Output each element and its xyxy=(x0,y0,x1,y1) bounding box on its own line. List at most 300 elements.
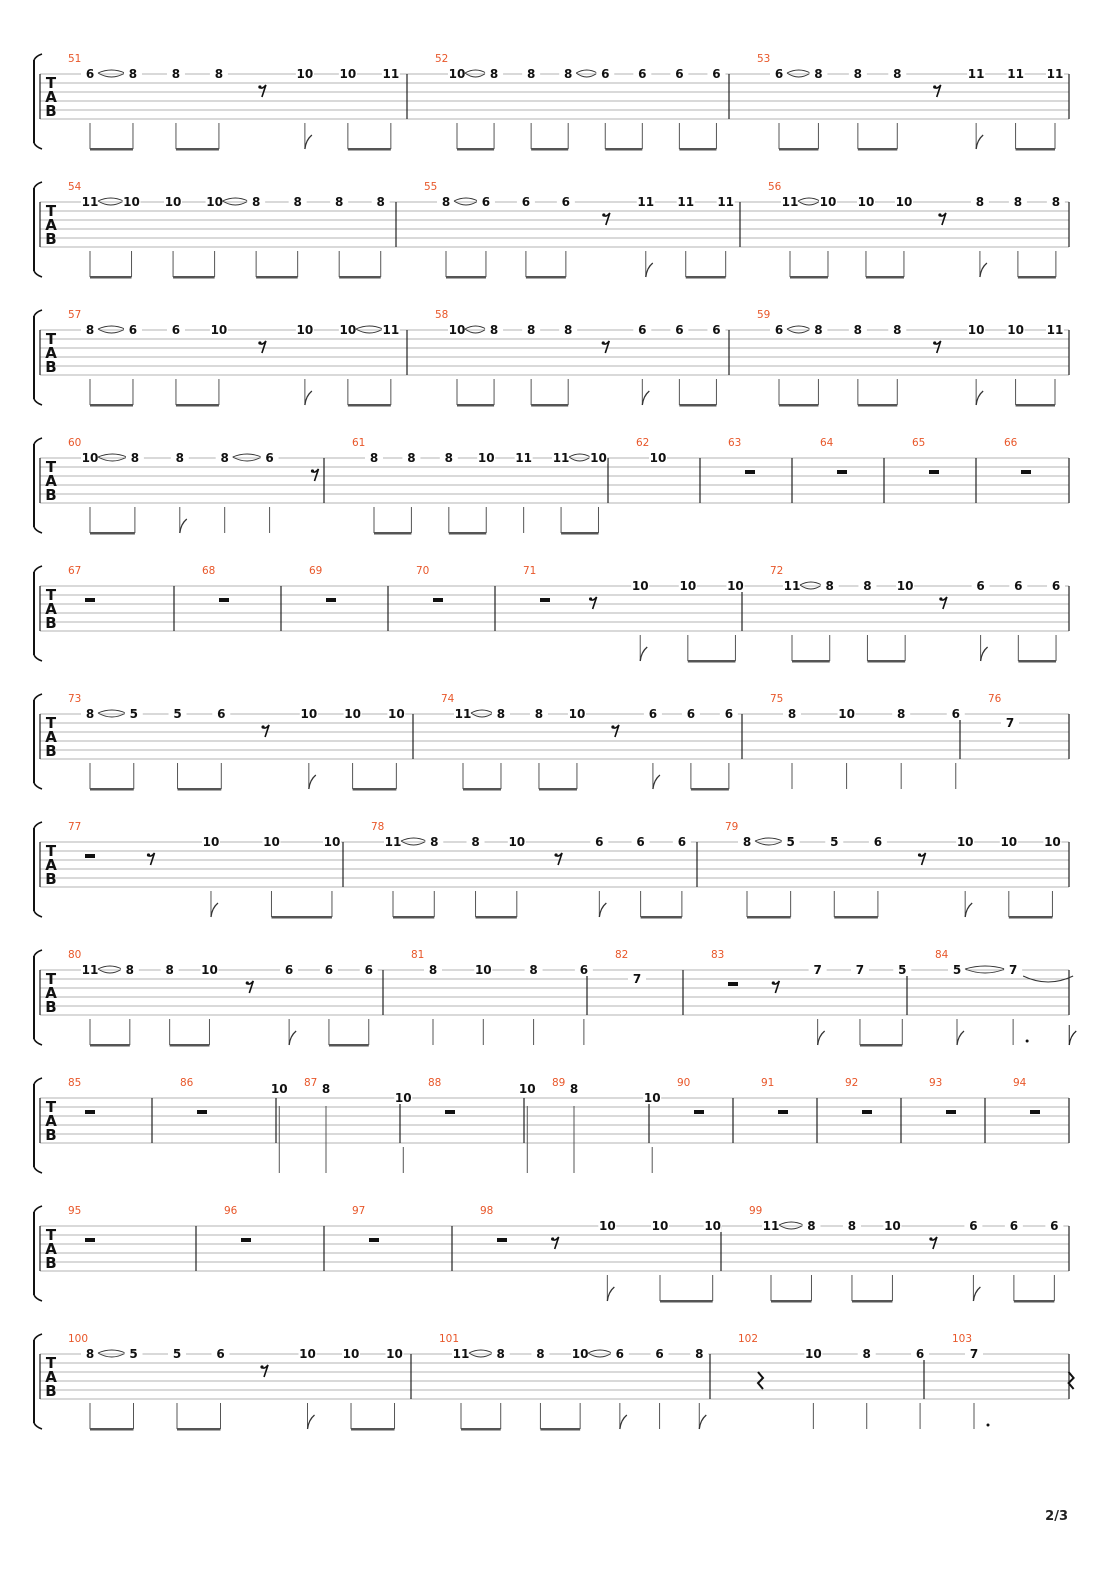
beam xyxy=(1014,1300,1054,1303)
eighth-rest-dot xyxy=(602,341,605,344)
eighth-rest-dot xyxy=(933,85,936,88)
fret-number: 8 xyxy=(536,1347,545,1361)
fret-number: 8 xyxy=(847,1219,857,1233)
beam xyxy=(90,788,134,791)
fret-number: 8 xyxy=(85,1347,95,1361)
tab-clef-letter: B xyxy=(45,1126,57,1144)
whole-rest xyxy=(433,598,443,602)
fret-number: 10 xyxy=(727,579,744,593)
fret-number: 11 xyxy=(515,451,533,465)
fret-number: 7 xyxy=(813,963,822,977)
eighth-rest-dot xyxy=(311,469,314,472)
measure-number: 66 xyxy=(1004,437,1018,449)
tab-clef-letter: B xyxy=(45,486,57,504)
measure-number: 59 xyxy=(757,309,771,321)
fret-number: 11 xyxy=(81,195,99,209)
measure xyxy=(309,565,336,602)
measure xyxy=(68,1333,404,1431)
slide-arc-upper xyxy=(98,1350,126,1353)
note-flag xyxy=(976,135,983,149)
fret-number: 10 xyxy=(296,323,314,337)
half-rest xyxy=(197,1110,207,1114)
note-flag xyxy=(305,135,312,149)
measure xyxy=(68,181,390,279)
staff-system xyxy=(34,1205,1069,1303)
fret-number: 11 xyxy=(717,195,735,209)
measure-number: 100 xyxy=(68,1333,89,1345)
fret-number: 8 xyxy=(489,67,499,81)
fret-number: 5 xyxy=(830,835,839,849)
beam xyxy=(792,660,830,663)
fret-number: 8 xyxy=(130,451,140,465)
measure xyxy=(352,437,607,535)
slide-arc-upper xyxy=(787,326,810,329)
measure-number: 76 xyxy=(988,693,1002,705)
measure-number: 70 xyxy=(416,565,430,577)
measure xyxy=(770,565,1065,663)
fret-number: 8 xyxy=(428,963,438,977)
note-flag xyxy=(642,391,649,405)
half-rest xyxy=(85,854,95,858)
fret-number: 6 xyxy=(655,1347,664,1361)
beam xyxy=(605,148,642,151)
eighth-rest-dot xyxy=(261,725,264,728)
tab-clef-letter: T xyxy=(45,586,57,604)
beam xyxy=(679,404,716,407)
beam xyxy=(526,276,566,279)
fret-number: 8 xyxy=(526,323,536,337)
fret-number: 10 xyxy=(202,835,220,849)
fret-number: 8 xyxy=(251,195,261,209)
tab-clef-letter: B xyxy=(45,102,57,120)
beam xyxy=(641,916,682,919)
fret-number: 8 xyxy=(564,323,573,337)
measure xyxy=(929,1077,956,1114)
measure-number: 60 xyxy=(68,437,82,449)
fret-number: 6 xyxy=(636,835,645,849)
beam xyxy=(173,276,215,279)
fret-number: 7 xyxy=(855,963,865,977)
fret-number: 8 xyxy=(471,835,480,849)
fret-number: 10 xyxy=(201,963,218,977)
note-flag xyxy=(646,263,653,277)
fret-number: 6 xyxy=(648,707,658,721)
slide-arc-upper xyxy=(588,1350,612,1353)
beam xyxy=(834,916,878,919)
whole-rest xyxy=(85,1110,95,1114)
fret-number: 7 xyxy=(969,1347,979,1361)
beam xyxy=(177,1428,221,1431)
tab-clef-letter: T xyxy=(45,714,57,732)
fret-number: 6 xyxy=(481,195,491,209)
eighth-rest-dot xyxy=(246,981,249,984)
fret-number: 8 xyxy=(128,67,138,81)
measure-number: 94 xyxy=(1013,1077,1027,1089)
beam xyxy=(660,1300,713,1303)
measure xyxy=(988,693,1019,730)
whole-rest xyxy=(369,1238,379,1242)
measure-number: 56 xyxy=(768,181,782,193)
fret-number: 10 xyxy=(896,579,914,593)
measure-number: 101 xyxy=(439,1333,460,1345)
staff-system xyxy=(34,53,1069,151)
note-flag xyxy=(965,903,972,917)
fret-number: 10 xyxy=(323,835,341,849)
bracket-bottom-curl xyxy=(34,1295,42,1301)
fret-number: 6 xyxy=(686,707,696,721)
whole-rest xyxy=(862,1110,872,1114)
fret-number: 11 xyxy=(637,195,655,209)
fret-number: 10 xyxy=(571,1347,589,1361)
bracket-top-curl xyxy=(34,950,42,956)
measure xyxy=(435,53,725,151)
fret-number: 10 xyxy=(81,451,99,465)
bracket-top-curl xyxy=(34,1334,42,1340)
fret-number: 11 xyxy=(382,67,400,81)
fret-number: 8 xyxy=(893,323,902,337)
slide-arc-upper xyxy=(755,838,783,841)
fret-number: 10 xyxy=(299,1347,316,1361)
eighth-rest-dot xyxy=(258,85,261,88)
fret-number: 11 xyxy=(762,1219,780,1233)
tab-clef-letter: A xyxy=(45,984,57,1002)
measure-number: 83 xyxy=(711,949,725,961)
tab-clef-letter: B xyxy=(45,358,57,376)
fret-number: 6 xyxy=(1051,579,1061,593)
fret-number: 8 xyxy=(825,579,834,593)
fret-number: 8 xyxy=(807,1219,816,1233)
fret-number: 7 xyxy=(1008,963,1018,977)
fret-number: 10 xyxy=(704,1219,722,1233)
fret-number: 8 xyxy=(125,963,135,977)
tab-clef-letter: A xyxy=(45,472,57,490)
measure-number: 75 xyxy=(770,693,784,705)
beam xyxy=(679,148,716,151)
fret-number: 6 xyxy=(216,1347,225,1361)
fret-number: 8 xyxy=(496,707,506,721)
measure-number: 63 xyxy=(728,437,742,449)
eighth-rest-dot xyxy=(589,597,592,600)
measure xyxy=(480,1205,722,1303)
tab-clef-letter: A xyxy=(45,1112,57,1130)
measure xyxy=(1004,437,1031,474)
fret-number: 10 xyxy=(590,451,607,465)
fret-number: 11 xyxy=(1046,67,1064,81)
whole-rest xyxy=(85,598,95,602)
measure-number: 103 xyxy=(952,1333,973,1345)
fret-number: 10 xyxy=(967,323,985,337)
eighth-rest-dot xyxy=(772,981,775,984)
measure-number: 52 xyxy=(435,53,449,65)
measure xyxy=(757,309,1064,407)
fret-number: 6 xyxy=(561,195,571,209)
measure-number: 78 xyxy=(371,821,385,833)
eighth-rest-dot xyxy=(938,213,941,216)
measure-number: 96 xyxy=(224,1205,238,1217)
measure xyxy=(224,1205,251,1242)
eighth-rest-dot xyxy=(918,853,921,856)
beam xyxy=(178,788,222,791)
fret-number: 10 xyxy=(643,1091,661,1105)
measure-number: 77 xyxy=(68,821,82,833)
fret-number: 8 xyxy=(569,1082,579,1096)
fret-number: 8 xyxy=(787,707,797,721)
fret-number: 8 xyxy=(534,707,544,721)
bracket-top-curl xyxy=(34,438,42,444)
measure xyxy=(523,565,744,663)
fret-number: 10 xyxy=(649,451,667,465)
note-flag xyxy=(818,1031,825,1045)
beam xyxy=(539,788,577,791)
slide-arc-upper xyxy=(798,198,820,201)
beam xyxy=(348,148,391,151)
beam xyxy=(457,148,494,151)
slide-arc-upper xyxy=(98,454,127,457)
note-flag xyxy=(980,263,987,277)
fret-number: 5 xyxy=(173,707,182,721)
tab-clef-letter: T xyxy=(45,74,57,92)
fret-number: 8 xyxy=(742,835,752,849)
fret-number: 8 xyxy=(853,323,863,337)
whole-rest xyxy=(946,1110,956,1114)
measure-number: 58 xyxy=(435,309,449,321)
fret-number: 10 xyxy=(388,707,405,721)
eighth-rest-dot xyxy=(933,341,936,344)
beam xyxy=(90,532,135,535)
beam xyxy=(688,660,736,663)
note-flag xyxy=(699,1415,706,1429)
fret-number: 10 xyxy=(386,1347,403,1361)
quarter-rest xyxy=(758,1372,763,1389)
slide-arc-upper xyxy=(465,70,486,73)
beam xyxy=(329,1044,369,1047)
fret-number: 8 xyxy=(171,67,181,81)
beam xyxy=(348,404,391,407)
beam xyxy=(1016,404,1055,407)
bracket-top-curl xyxy=(34,566,42,572)
slide-arc-upper xyxy=(98,326,125,329)
staff-system xyxy=(34,1333,1074,1431)
fret-number: 8 xyxy=(376,195,385,209)
measure xyxy=(845,1077,872,1114)
note-flag xyxy=(308,1415,315,1429)
fret-number: 11 xyxy=(1046,323,1064,337)
beam xyxy=(747,916,791,919)
fret-number: 7 xyxy=(632,972,642,986)
note-flag xyxy=(981,647,988,661)
fret-number: 8 xyxy=(853,67,863,81)
measure-number: 82 xyxy=(615,949,629,961)
fret-number: 10 xyxy=(123,195,140,209)
staff-system xyxy=(34,1077,1069,1173)
fret-number: 6 xyxy=(677,835,687,849)
fret-number: 5 xyxy=(129,1347,138,1361)
fret-number: 8 xyxy=(85,707,95,721)
augmentation-dot xyxy=(1026,1040,1029,1043)
measure xyxy=(68,821,341,919)
note-flag xyxy=(309,775,316,789)
fret-number: 10 xyxy=(857,195,875,209)
measure xyxy=(441,693,738,791)
tab-clef-letter: A xyxy=(45,856,57,874)
fret-number: 8 xyxy=(564,67,573,81)
staff-system xyxy=(34,821,1069,919)
whole-rest xyxy=(326,598,336,602)
beam xyxy=(461,1428,501,1431)
note-flag xyxy=(211,903,218,917)
slide-arc-upper xyxy=(576,70,597,73)
fret-number: 6 xyxy=(171,323,181,337)
fret-number: 7 xyxy=(1005,716,1015,730)
bracket-top-curl xyxy=(34,310,42,316)
beam xyxy=(686,276,726,279)
fret-number: 6 xyxy=(265,451,274,465)
beam xyxy=(1018,276,1056,279)
tab-clef-letter: B xyxy=(45,614,57,632)
staff-system xyxy=(34,949,1076,1047)
fret-number: 10 xyxy=(342,1347,360,1361)
fret-number: 6 xyxy=(1014,579,1023,593)
measure-number: 73 xyxy=(68,693,82,705)
fret-number: 10 xyxy=(296,67,314,81)
fret-number: 6 xyxy=(615,1347,625,1361)
fret-number: 8 xyxy=(85,323,95,337)
fret-number: 5 xyxy=(898,963,907,977)
fret-number: 6 xyxy=(521,195,531,209)
fret-number: 8 xyxy=(862,1347,871,1361)
slide-arc-upper xyxy=(779,1222,803,1225)
beam xyxy=(353,788,397,791)
note-flag xyxy=(640,647,647,661)
bracket-bottom-curl xyxy=(34,655,42,661)
tab-clef-letter: B xyxy=(45,1254,57,1272)
measure-number: 98 xyxy=(480,1205,494,1217)
measure-number: 67 xyxy=(68,565,82,577)
bracket-bottom-curl xyxy=(34,783,42,789)
half-rest xyxy=(728,982,738,986)
measure xyxy=(68,1077,95,1114)
fret-number: 8 xyxy=(293,195,302,209)
bracket-top-curl xyxy=(34,694,42,700)
tab-clef-letter: B xyxy=(45,230,57,248)
beam xyxy=(540,1428,580,1431)
fret-number: 10 xyxy=(631,579,649,593)
fret-number: 8 xyxy=(896,707,906,721)
tab-clef-letter: T xyxy=(45,458,57,476)
fret-number: 8 xyxy=(430,835,439,849)
eighth-rest-dot xyxy=(611,725,614,728)
note-flag xyxy=(289,1031,296,1045)
measure-number: 88 xyxy=(428,1077,442,1089)
measure-number: 61 xyxy=(352,437,366,449)
beam xyxy=(531,148,568,151)
fret-number: 6 xyxy=(638,67,647,81)
measure-number: 51 xyxy=(68,53,82,65)
fret-number: 10 xyxy=(895,195,913,209)
fret-number: 11 xyxy=(781,195,799,209)
beam xyxy=(271,916,331,919)
fret-number: 10 xyxy=(210,323,228,337)
fret-number: 11 xyxy=(382,323,400,337)
measure-number: 57 xyxy=(68,309,82,321)
measure-number: 92 xyxy=(845,1077,859,1089)
beam xyxy=(867,660,905,663)
beam xyxy=(446,276,486,279)
measure xyxy=(68,693,405,791)
measure xyxy=(761,1077,788,1114)
fret-number: 6 xyxy=(579,963,589,977)
fret-number: 8 xyxy=(814,67,823,81)
beam xyxy=(170,1044,210,1047)
fret-number: 11 xyxy=(452,1347,470,1361)
fret-number: 8 xyxy=(321,1082,331,1096)
fret-number: 11 xyxy=(677,195,695,209)
fret-number: 6 xyxy=(601,67,610,81)
slide-arc-upper xyxy=(965,966,1005,969)
measure-number: 102 xyxy=(738,1333,759,1345)
measure xyxy=(677,1077,704,1114)
measure-number: 80 xyxy=(68,949,82,961)
slide-arc-upper xyxy=(356,326,383,329)
beam xyxy=(561,532,598,535)
measure-number: 79 xyxy=(725,821,739,833)
beam xyxy=(531,404,568,407)
whole-rest xyxy=(1030,1110,1040,1114)
fret-number: 10 xyxy=(206,195,223,209)
whole-rest xyxy=(745,470,755,474)
measure-number: 71 xyxy=(523,565,537,577)
fret-number: 6 xyxy=(915,1347,925,1361)
fret-number: 10 xyxy=(474,963,492,977)
fret-number: 11 xyxy=(81,963,99,977)
note-flag xyxy=(180,519,187,533)
note-flag xyxy=(620,1415,627,1429)
tab-clef-letter: B xyxy=(45,998,57,1016)
fret-number: 6 xyxy=(85,67,95,81)
fret-number: 6 xyxy=(128,323,138,337)
note-flag xyxy=(957,1031,964,1045)
measure xyxy=(68,1205,95,1242)
fret-number: 6 xyxy=(712,323,721,337)
measure-number: 85 xyxy=(68,1077,82,1089)
slide-arc-upper xyxy=(98,710,126,713)
fret-number: 6 xyxy=(951,707,960,721)
beam xyxy=(457,404,494,407)
measure xyxy=(749,1205,1063,1303)
bracket-bottom-curl xyxy=(34,271,42,277)
measure xyxy=(68,53,400,151)
beam xyxy=(449,532,486,535)
bracket-bottom-curl xyxy=(34,399,42,405)
bracket-top-curl xyxy=(34,182,42,188)
beam xyxy=(691,788,729,791)
measure-number: 97 xyxy=(352,1205,366,1217)
measure-number: 54 xyxy=(68,181,82,193)
beam xyxy=(1009,916,1053,919)
fret-number: 8 xyxy=(175,451,184,465)
beam xyxy=(339,276,381,279)
fret-number: 10 xyxy=(339,323,357,337)
fret-number: 6 xyxy=(364,963,373,977)
fret-number: 6 xyxy=(774,323,784,337)
measure xyxy=(68,437,318,535)
measure xyxy=(1013,1077,1040,1114)
beam xyxy=(1016,148,1055,151)
measure-number: 90 xyxy=(677,1077,691,1089)
measure xyxy=(725,821,1061,919)
tab-clef-letter: T xyxy=(45,842,57,860)
bracket-bottom-curl xyxy=(34,1423,42,1429)
